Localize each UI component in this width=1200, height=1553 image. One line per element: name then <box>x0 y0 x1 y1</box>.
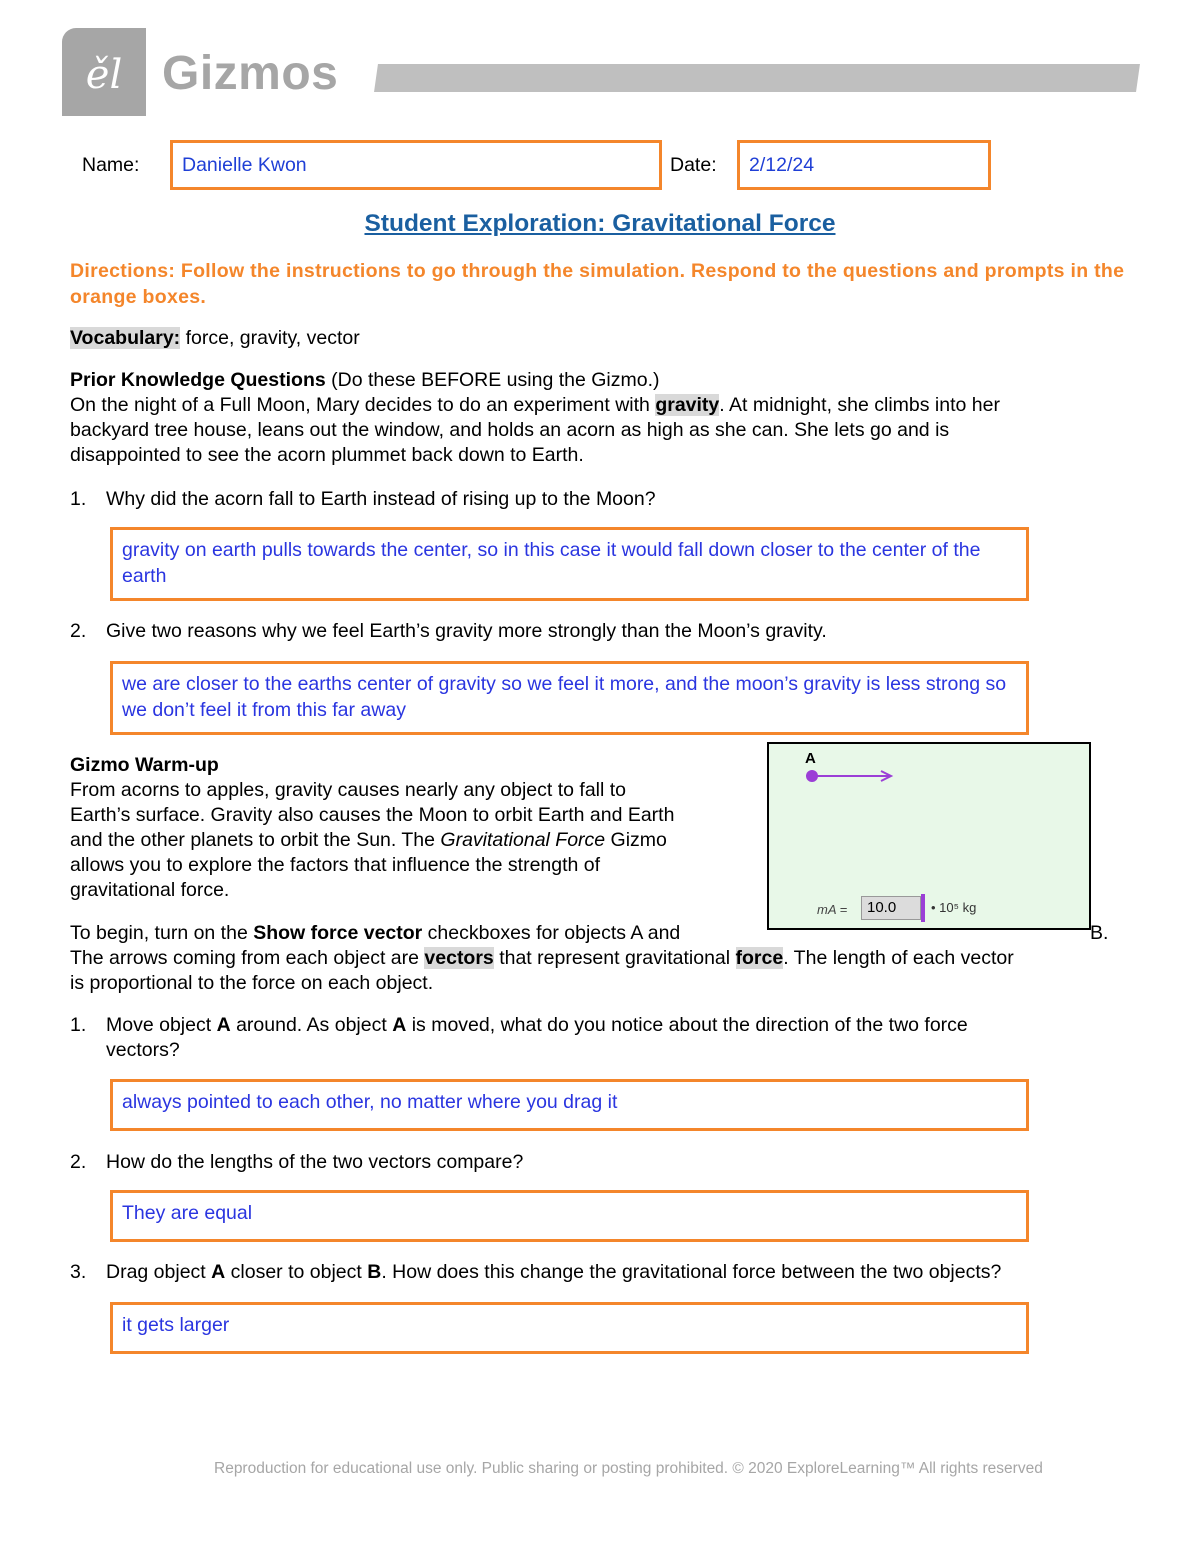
q-part: around. As object <box>230 1014 393 1036</box>
force-vector-arrow-icon <box>799 766 899 786</box>
question-text: Give two reasons why we feel Earth’s gravity more strongly than the Moon’s gravity. <box>106 620 827 642</box>
mass-slider-handle[interactable] <box>921 894 925 922</box>
name-field[interactable]: Danielle Kwon <box>170 140 662 190</box>
prior-intro-before: On the night of a Full Moon, Mary decides to do an experiment with <box>70 394 650 416</box>
warmup-line: gravitational force. <box>70 879 230 901</box>
gizmos-logo-text: Gizmos <box>162 47 339 100</box>
object-a-ref: A <box>216 1014 231 1036</box>
question-number: 1. <box>70 488 87 510</box>
q-line2: vectors? <box>106 1039 180 1061</box>
warmup-line: allows you to explore the factors that influence the strength of <box>70 854 601 876</box>
mass-label: mA = <box>817 902 848 917</box>
q-part: closer to object <box>225 1261 368 1283</box>
question-number: 2. <box>70 620 87 642</box>
object-a-ref: A <box>211 1261 226 1283</box>
prior-knowledge-heading: Prior Knowledge Questions <box>70 369 326 391</box>
q-part: . How does this change the gravitational force between the two objects? <box>381 1261 1002 1283</box>
answer-box-wu2[interactable]: They are equal <box>110 1190 1029 1242</box>
object-a-ref: A <box>392 1014 407 1036</box>
page-title: Student Exploration: Gravitational Force <box>364 210 836 237</box>
begin-line1 <box>70 921 760 946</box>
vocabulary <box>70 326 360 351</box>
line2-before: The arrows coming from each object are <box>70 947 425 969</box>
warmup-line: Earth’s surface. Gravity also causes the Moon to orbit Earth and Earth <box>70 804 675 826</box>
warmup-question-2 <box>70 1150 523 1175</box>
gizmo-simulation-image <box>767 742 1091 930</box>
vocab-term-vectors: vectors <box>424 947 494 969</box>
answer-box-pk2[interactable]: we are closer to the earths center of gravity so we feel it more, and the moon’s gravity is less strong so we don’t feel it from this far away <box>110 661 1029 735</box>
prior-knowledge-section <box>70 368 1140 468</box>
date-label: Date: <box>670 154 717 176</box>
object-a-label: A <box>805 750 816 767</box>
answer-box-pk1[interactable]: gravity on earth pulls towards the center, so in this case it would fall down closer to the center of the earth <box>110 527 1029 601</box>
warmup-question-3 <box>70 1260 1160 1285</box>
show-force-vector-term: Show force vector <box>253 922 423 944</box>
gizmo-name: Gravitational Force <box>440 829 606 851</box>
gizmo-suffix: Gizmo <box>605 829 667 851</box>
question-text: How do the lengths of the two vectors compare? <box>106 1151 524 1173</box>
vocab-term-gravity: gravity <box>655 394 720 416</box>
warmup-section <box>70 753 760 903</box>
q-part: is moved, what do you notice about the direction of the two force <box>406 1014 968 1036</box>
mass-unit: • 10⁵ kg <box>931 900 977 915</box>
warmup-line: and the other planets to orbit the Sun. The <box>70 829 441 851</box>
q-part: Move object <box>106 1014 217 1036</box>
footer-copyright: Reproduction for educational use only. Public sharing or posting prohibited. © 2020 ExploreLearning™ All rights reserved <box>214 1460 1043 1477</box>
question-number: 1. <box>70 1014 87 1036</box>
begin-prefix: To begin, turn on the <box>70 922 254 944</box>
prior-intro-after: . At midnight, she climbs into her <box>719 394 1000 416</box>
explorelearning-logo-icon <box>62 28 146 116</box>
directions-text: Directions: Follow the instructions to go through the simulation. Respond to the questions and prompts in the orange boxes. <box>70 260 1125 308</box>
prior-knowledge-note: (Do these BEFORE using the Gizmo.) <box>331 369 660 391</box>
answer-box-wu1[interactable]: always pointed to each other, no matter where you drag it <box>110 1079 1029 1131</box>
warmup-line: From acorns to apples, gravity causes nearly any object to fall to <box>70 779 627 801</box>
vocab-term-force: force <box>735 947 784 969</box>
line2-middle: that represent gravitational <box>493 947 736 969</box>
header-bar <box>374 64 1140 92</box>
prior-intro-line3: disappointed to see the acorn plummet back down to Earth. <box>70 444 584 466</box>
begin-suffix: checkboxes for objects A and <box>422 922 681 944</box>
question-number: 2. <box>70 1151 87 1173</box>
mass-input[interactable]: 10.0 <box>861 896 921 920</box>
begin-line3: is proportional to the force on each object. <box>70 972 434 994</box>
question-text: Why did the acorn fall to Earth instead of rising up to the Moon? <box>106 488 656 510</box>
vocabulary-terms: force, gravity, vector <box>185 327 360 349</box>
answer-box-wu3[interactable]: it gets larger <box>110 1302 1029 1354</box>
begin-line2 <box>70 946 1150 971</box>
q-part: Drag object <box>106 1261 212 1283</box>
svg-text:ěl: ěl <box>85 52 123 98</box>
date-field[interactable]: 2/12/24 <box>737 140 991 190</box>
question-number: 3. <box>70 1261 87 1283</box>
object-b-ref: B <box>367 1261 382 1283</box>
question-1 <box>70 487 656 512</box>
name-label: Name: <box>82 154 140 176</box>
vocabulary-label: Vocabulary: <box>70 327 181 349</box>
begin-end: B. <box>1090 922 1109 944</box>
line2-after: . The length of each vector <box>783 947 1014 969</box>
question-2 <box>70 619 827 644</box>
warmup-question-1 <box>70 1013 1150 1063</box>
prior-intro-line2: backyard tree house, leans out the window, and holds an acorn as high as she can. She lets go and is <box>70 419 950 441</box>
warmup-heading: Gizmo Warm-up <box>70 754 219 776</box>
